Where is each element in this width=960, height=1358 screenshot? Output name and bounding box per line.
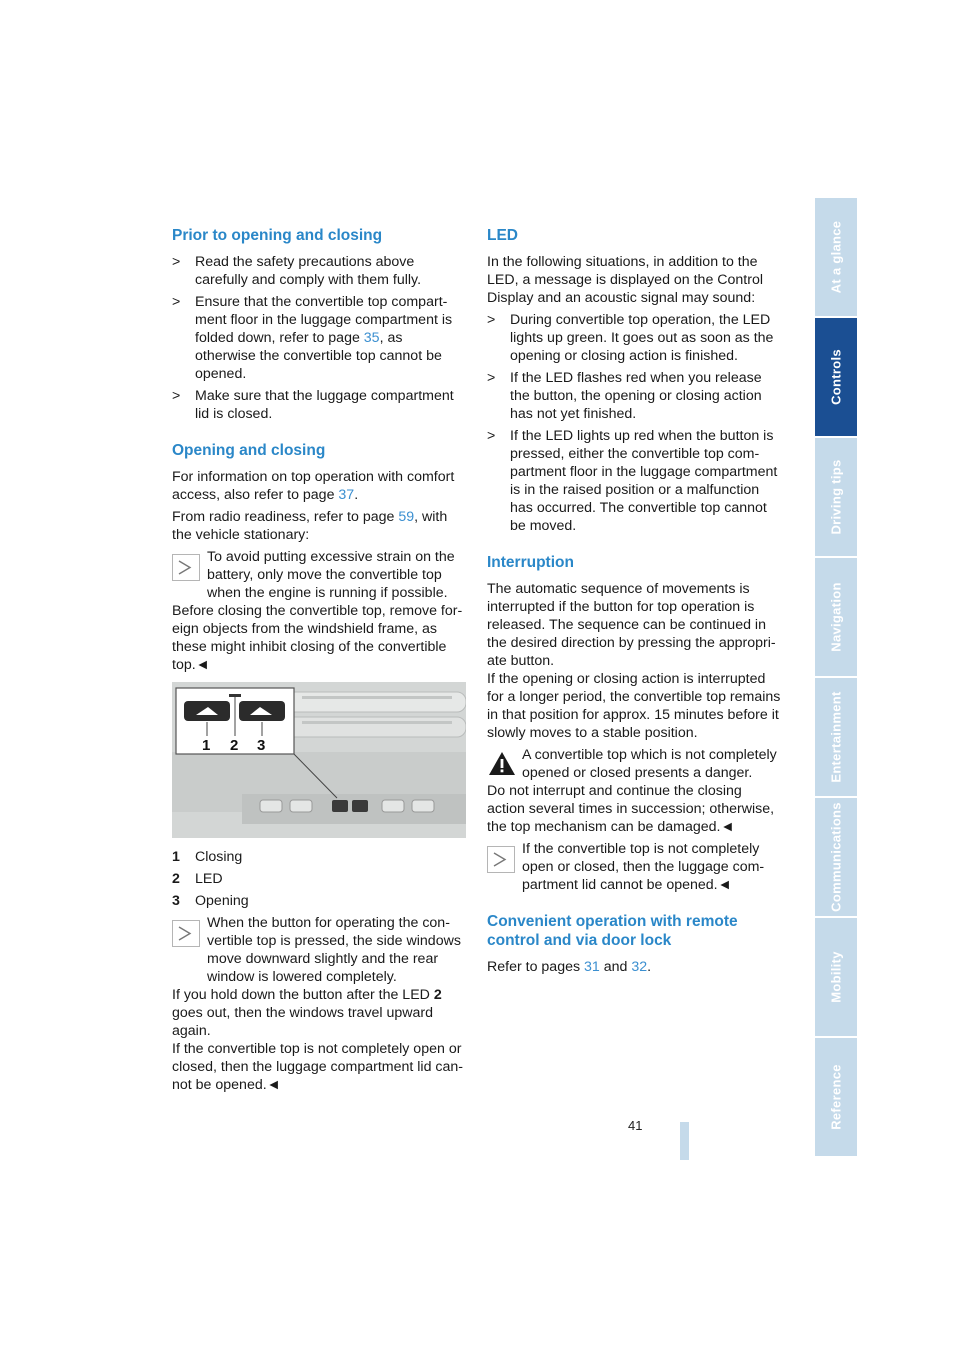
heading-prior-to-opening: Prior to opening and closing: [172, 227, 383, 244]
left-column: [172, 226, 466, 1098]
callout-1: 1: [202, 737, 211, 754]
page-link-31[interactable]: 31: [584, 959, 600, 975]
note-block: To avoid putting excessive strain on the battery, only move the convertible top when the engine is running if possible. Before closing the convertible top, remove foreign objects from the windshield frame, as these might inhibit closing of the convertible top.◄: [172, 549, 463, 673]
paragraph: From radio readiness, refer to page 59, with the vehicle stationary:: [172, 509, 448, 543]
heading-led: LED: [487, 227, 518, 244]
tab-communications[interactable]: Communications: [815, 798, 857, 916]
list-item: > Read the safety precautions above carefully and comply with them fully.: [172, 254, 422, 288]
right-column: [487, 226, 781, 980]
heading-interruption: Interruption: [487, 554, 574, 571]
tab-driving-tips[interactable]: Driving tips: [815, 438, 857, 556]
note-arrow-icon: [487, 846, 515, 873]
tab-controls[interactable]: Controls: [815, 318, 857, 436]
tab-entertainment[interactable]: Entertainment: [815, 678, 857, 796]
tab-at-a-glance[interactable]: At a glance: [815, 198, 857, 316]
page-number: 41: [628, 1118, 643, 1133]
warning-icon: [487, 750, 517, 777]
list-item: > If the LED lights up red when the button is pressed, either the convertible top compartment floor in the luggage compartment is in the raised position or a malfunction has occurred. The convertible top cannot be moved.: [487, 428, 778, 534]
list-item: > Make sure that the luggage compartment lid is closed.: [172, 388, 454, 422]
note-block: If the convertible top is not completely open or closed, then the luggage compartment lid cannot be opened.◄: [487, 840, 781, 894]
note-block: When the button for operating the convertible top is pressed, the side windows move downward slightly and the rear window is lowered completely. If you hold down the button after the LED 2 goes out, then the windows travel upward again. If the convertible top is not completely open or closed, then the luggage compartment lid cannot be opened.◄: [172, 915, 464, 1093]
paragraph: In the following situations, in addition to the LED, a message is displayed on the Control Display and an acoustic signal may sound:: [487, 254, 764, 306]
paragraph: Refer to pages 31 and 32.: [487, 959, 652, 975]
tab-navigation[interactable]: Navigation: [815, 558, 857, 676]
page-link-32[interactable]: 32: [631, 959, 648, 975]
tab-reference[interactable]: Reference: [815, 1038, 857, 1156]
list-item: > During convertible top operation, the LED lights up green. It goes out as soon as the opening or closing action is finished.: [487, 312, 774, 364]
heading-convenient-operation: Convenient operation with remote control and via door lock: [487, 913, 738, 949]
heading-opening-and-closing: Opening and closing: [172, 442, 326, 459]
page-link-35[interactable]: 35: [363, 330, 380, 346]
tab-mobility[interactable]: Mobility: [815, 918, 857, 1036]
warning-block: A convertible top which is not completely opened or closed presents a danger. Do not interrupt and continue the closing action several times in succession; otherwise, the top mechanism can be damaged.◄: [487, 747, 777, 835]
chapter-sidebar: [815, 198, 857, 1160]
callout-2: 2: [230, 737, 239, 754]
paragraph: For information on top operation with comfort access, also refer to page 37.: [172, 469, 455, 503]
paragraph: If the opening or closing action is interrupted for a longer period, the convertible top remains in that position for approx. 15 minutes before it slowly moves to a stable position.: [487, 671, 781, 741]
legend-item: 3 Opening: [172, 893, 249, 909]
list-item: > Ensure that the convertible top compartment floor in the luggage compartment is folded down, refer to page 35, as otherwise the convertible top cannot be opened.: [172, 294, 453, 382]
note-arrow-icon: [172, 554, 200, 581]
console-figure: [172, 682, 466, 838]
list-item: > If the LED flashes red when you release the button, the opening or closing action has not yet finished.: [487, 370, 762, 422]
legend-item: 2 LED: [172, 871, 223, 887]
legend-item: 1 Closing: [172, 849, 243, 865]
console-illustration: [172, 682, 466, 838]
page-link-37[interactable]: 37: [338, 487, 355, 503]
callout-3: 3: [257, 737, 266, 754]
note-arrow-icon: [172, 920, 200, 947]
page-link-59[interactable]: 59: [398, 509, 415, 525]
page-number-bar: [680, 1122, 689, 1160]
paragraph: The automatic sequence of movements is interrupted if the button for top operation is released. The sequence can be continued in the desired direction by pressing the appropriate button.: [487, 581, 776, 669]
